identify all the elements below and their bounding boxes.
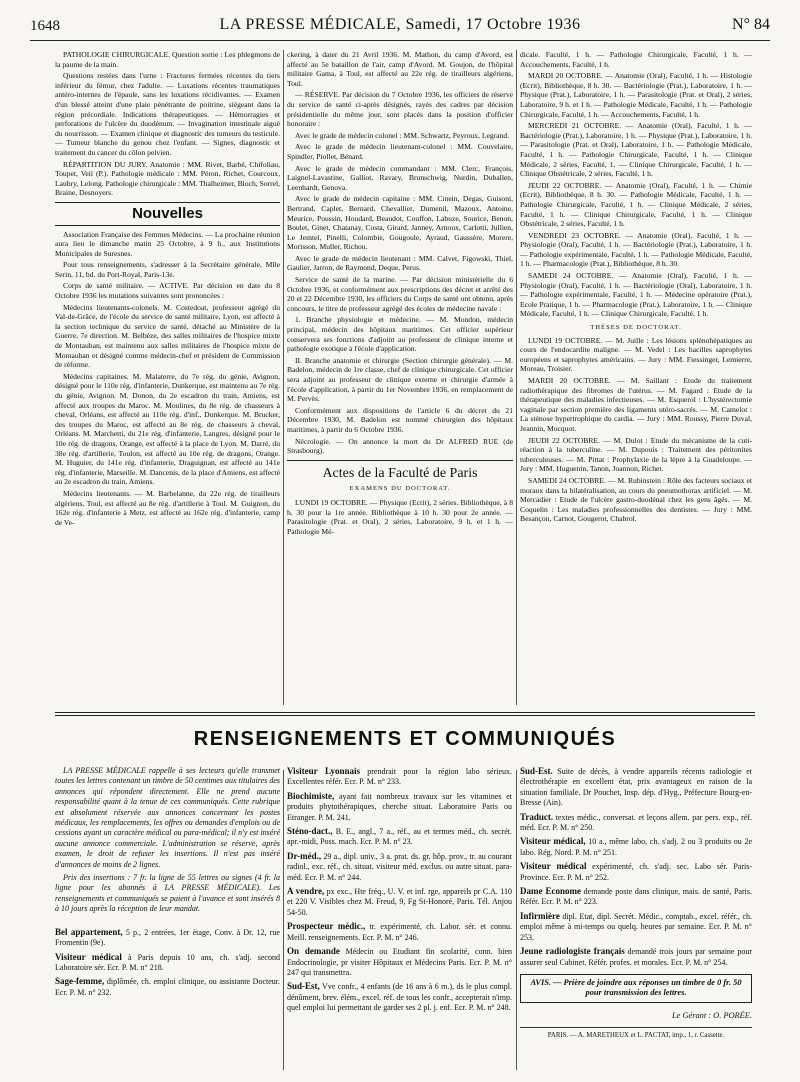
section-title-renseignements: RENSEIGNEMENTS ET COMMUNIQUÉS <box>193 728 617 750</box>
ads-column-left <box>55 766 280 1001</box>
column-1 <box>55 50 280 529</box>
ad-text: 29 a., dipl. univ., 3 a. prat. ds. gr. hôp. prov., tr. au courant radiol., exc. réf., ch. situat. visiteur méd. exclus. ou autre situat. para-méd. Ecr. P. M. n° 244. <box>287 851 512 882</box>
printer-imprint: PARIS. — A. MARETHEUX et L. PACTAT, imp., 1, r. Cassette. <box>520 1027 752 1041</box>
ad-text: 5 p., 2 entrées, 1er étage, Conv. à Dr. 12, rue Fromentin (9e). <box>55 927 280 948</box>
paragraph: Service de santé de la marine. — Par décision ministérielle du 6 Octobre 1936, et conformément aux prescriptions des décret et arrêté des 20 et 22 Décembre 1930, les officiers du Corps de santé ont obtenu, après concours, le titre de professeur agrégé des écoles de médecine navale : <box>287 275 513 313</box>
ad-keyword: A vendre, <box>287 886 325 897</box>
ad-keyword: Infirmière <box>520 910 560 921</box>
classified-ad <box>287 766 512 788</box>
classified-ad <box>287 851 512 883</box>
ad-keyword: Dr-méd., <box>287 850 322 861</box>
ad-keyword: Sténo-dact., <box>287 826 333 837</box>
paragraph: LUNDI 19 OCTOBRE. — M. Juille : Les lésions splénohépatiques au cours de l'endocardite maligne. — M. Vedel : Les bacilles saprophytes européens et saprophytes américains. — Jury : MM. Fiessinger, Lemierre, Moreau, Troisier. <box>520 335 752 374</box>
section-rule <box>55 715 755 716</box>
classified-ad <box>55 952 280 974</box>
classified-ad <box>520 861 752 883</box>
header-rule <box>30 40 770 41</box>
ad-keyword: Biochimiste, <box>287 790 335 801</box>
paragraph: JEUDI 22 OCTOBRE. — M. Dulot : Etude du mécanisme de la cuti-réaction à la tuberculine. — M. Dupouis : Traitement des péritonites tuberculeuses. — M. Pittat : Prophylaxie de la lèpre à la Guadeloupe. — Jury : MM. Huguenin, Tanon, Joannon, Richet. <box>520 435 752 474</box>
ad-keyword: Bel appartement, <box>55 926 123 937</box>
paragraph: II. Branche anatomie et chirurgie (Section chirurgie générale). — M. Badelon, médecin de 1re classe, chef de clinique chirurgicale. Cet officier sera adjoint au professeur de clinique externe et chirurgie d'armée à l'école d'application, à partir du 1er Novembre 1936, en remplacement de M. Pervès. <box>287 355 513 404</box>
ad-text: tr. expérimenté, ch. Labor. sér. et connu. Meill. renseignements. Ecr. P. M. n° 246. <box>287 922 512 942</box>
column-separator <box>516 50 517 705</box>
classified-ad <box>520 886 752 908</box>
paragraph: Avec le grade de médecin lieutenant : MM. Calvet, Figowski, Thiel, Gaulier, Jarron, de Raymond, Deque, Perus. <box>287 253 513 273</box>
paragraph: MARDI 20 OCTOBRE. — M. Saillant : Etude du traitement radiothérapique des fibromes de l'utérus. — M. Fagard : Etude de la thérapeutique des maladies infectieuses. — M. Esquerol : L'hystérectomie vaginale par section première des ligaments utéro-sacrés. — M. Camelot : La sténose hypertrophique du cardia. — Jury : MM. Roussy, Pierre Duval, Jeannin, Mocquot. <box>520 376 752 433</box>
paragraph: — RÉSERVE. Par décision du 7 Octobre 1936, les officiers de réserve du service de santé ci-après désignés, rayés des cadres par décision présidentielle du même jour, sont placés dans la position d'officier honoraire : <box>287 90 513 129</box>
paragraph: Avec le grade de médecin commandant : MM. Clerc, François, Laignel-Lavastine, Galliot, Ravary, Brunschwig, Nurdin, Duballen, Leenhardt, Genova. <box>287 163 513 192</box>
paragraph: RÉPARTITION DU JURY. Anatomie : MM. Rivet, Barbé, Chifoliau, Toupet, Veil (P.). Pathologie médicale : MM. Péron, Richet, Courcoux, Laubry, Lelong. Pathologie chirurgicale : MM. Thalheimer, Bloch, Sorrel, Braine, Desnoyers. <box>55 159 280 198</box>
manager-signature: Le Gérant : O. PORÉE. <box>671 1010 752 1020</box>
ad-text: 10 a., même labo, ch. s'adj. 2 ou 3 produits ou 2e labo. Rég. Nord. P. M. n° 251. <box>520 837 752 857</box>
ad-text: expérimenté, ch. s'adj. sec. Labo sér. Paris-Province. Ecr. P. M. n° 252. <box>520 862 752 882</box>
ad-text: textes médic., conversat. et leçons allem. par pers. exp., réf. méd. Ecr. P. M. n° 250. <box>520 812 752 833</box>
ad-keyword: Sud-Est, <box>287 981 320 992</box>
ads-column-right <box>520 766 752 1042</box>
paragraph: VENDREDI 23 OCTOBRE. — Anatomie (Oral), Faculté, 1 h. — Physiologie (Oral), Faculté, 1 h. — Bactériologie (Prat.), Laboratoire, 1 h. — Pathologie expérimentale, Faculté, 1 h. — Pathologie Médicale, Faculté, 1 h. — Pharmacologie (Prat.), Bibliothèque, 8 h. 30. <box>520 230 752 269</box>
paragraph: Corps de santé militaire. — ACTIVE. Par décision en date du 8 Octobre 1936 les mutations suivantes sont prononcées : <box>55 281 280 301</box>
ad-keyword: Visiteur médical, <box>520 836 586 847</box>
ad-keyword: Sud-Est. <box>520 766 553 776</box>
paragraph: Nécrologie. — On annonce la mort du Dr ALFRED RUE (de Strasbourg). <box>287 436 513 456</box>
notice-text: LA PRESSE MÉDICALE rappelle à ses lecteurs qu'elle transmet toutes les lettres contenant un timbre de 50 centimes aux titulaires des annonces qui répondent directement. Elle ne prend aucune responsabilité quant à la tenue de ces communiqués. Cette rubrique est absolument réservée aux annonces concernant les postes médicaux, les remplacements, les offres ou demandes d'emplois ou de cessions ayant un caractère médical ou para-médical; il n'y est inséré aucune annonce commerciale. L'administration se réserve, après examen, le droit de refuser les insertions. Il n'est pas inséré d'annonces de moins de 2 lignes. <box>55 766 280 869</box>
paragraph: PATHOLOGIE CHIRURGICALE. Question sortie : Les phlegmons de la paume de la main. <box>55 50 280 69</box>
column-separator <box>283 770 284 1070</box>
subheading-theses: THÈSES DE DOCTORAT. <box>590 324 682 332</box>
classified-ad <box>520 766 752 809</box>
ad-keyword: Sage-femme, <box>55 976 105 987</box>
journal-title: LA PRESSE MÉDICALE, Samedi, 17 Octobre 1936 <box>219 16 581 33</box>
ad-text: prendrait pour la région labo sérieux. Excellentes référ. Ecr. P. M. n° 233. <box>287 767 512 787</box>
divider <box>55 225 280 226</box>
section-heading-nouvelles: Nouvelles <box>132 204 203 222</box>
classified-ad <box>287 921 512 943</box>
classified-ad <box>520 946 752 968</box>
section-rule <box>55 712 755 713</box>
classified-ad <box>520 812 752 834</box>
paragraph: ckering, à dater du 21 Avril 1936. M. Mathon, du camp d'Avord, est affecté au 5e bataillon de l'air, camp d'Avord. M. Goujon, de l'hôpital militaire Gama, à Toul, est affecté au 22e rég. de tirailleurs algériens, Toul. <box>287 50 513 88</box>
ad-text: px exc., Hte fréq., U. V. et inf. rge, appareils pr C.A. 110 et 220 V. Visibles chez M. Freud, 9, Fg St-Honoré, Paris. Tél. Anjou 54-50. <box>287 887 513 917</box>
ad-text: diplômée, ch. emploi clinique, ou assistante Docteur. Ecr. P. M. n° 232. <box>55 977 280 997</box>
divider <box>287 460 513 461</box>
paragraph: Conformément aux dispositions de l'article 6 du décret du 21 Décembre 1930, M. Badelon est nommé chirurgien des hôpitaux maritimes, à partir du 6 Octobre 1936. <box>287 405 513 434</box>
page-header <box>30 12 770 40</box>
paragraph: MARDI 20 OCTOBRE. — Anatomie (Oral), Faculté, 1 h. — Histologie (Ecrit), Bibliothèque, 8 h. 30. — Bactériologie (Prat.), Laboratoire, 1 h. — Physique (Prat.), Laboratoire, 1 h. — Parasitologie (Prat. et Oral), 2 séries, Laboratoire, 9 h. et 1 h. — Pathologie Médicale, Faculté, 1 h. — Pathologie Chirurgicale, Faculté, 1 h. — Accouchements, Faculté, 1 h. <box>520 71 752 119</box>
classified-ad <box>287 791 512 823</box>
paragraph: Avec le grade de médecin capitaine : MM. Cinein, Degas, Guisoni, Bertrand, Caplet, Bernard, Chevallier, Dumenil, Mazoux, Antoine, Meurice, Poussin, Houdard, Beaudot, Couffon, Labuze, Sourice, Benon, Boulet, Ginet, Chatanay, Costa, Girard, Janney, Arnoux, Carlotti, Jullien, Le Jemtel, Pinelli, Colombie, Gougoule, Ayraud, Gaussère, Morere, Morisson, Muller, Richou. <box>287 194 513 252</box>
classified-ad <box>55 976 280 998</box>
ad-keyword: Jeune radiologiste français <box>520 946 625 957</box>
paragraph: Médecins lieutenants. — M. Barbelanne, du 22e rég. de tirailleurs algériens, Toul, est affecté au 8e rég. d'artillerie à Toul. M. Guignon, du 162e rég. d'infanterie à Metz, est affecté au 162e rég. d'infanterie, camp de Ve- <box>55 488 280 527</box>
paragraph: dicale. Faculté, 1 h. — Pathologie Chirurgicale, Faculté, 1 h. — Accouchements, Faculté, 1 h. <box>520 50 752 69</box>
column-3 <box>520 50 752 526</box>
ad-text: dipl. Etat, dipl. Secrét. Médic., comptab., excel. référ., ch. emploi même à mi-temps ou quelq. heures par semaine. Ecr. P. M. n° 253. <box>520 911 752 942</box>
paragraph: JEUDI 22 OCTOBRE. — Anatomie (Oral), Faculté, 1 h. — Chimie (Ecrit), Bibliothèque, 8 h. 30. — Pathologie Médicale, Faculté, 1 h. — Pathologie Chirurgicale, Faculté, 1 h. — Clinique Médicale, 2 séries, Faculté, 1 h. — Clinique Chirurgicale, Faculté, 1 h. — Clinique Obstétricale, 2 séries, Faculté, 1 h. <box>520 180 752 229</box>
issue-number: N° 84 <box>732 16 770 33</box>
pricing-text: Prix des insertions : 7 fr. la ligne de 55 lettres ou signes (4 fr. la ligne pour les abonnés à LA PRESSE MÉDICALE). Les renseignements et communiqués se paient à l'avance et sont insérés 8 à 10 jours après la réception de leur mandat. <box>55 873 280 914</box>
paragraph: 1. Branche physiologie et médecine. — M. Mondon, médecin principal, médecin des hôpitaux maritimes. Cet officier supérieur conservera ses fonctions d'adjoint au professeur de clinique interne et pathologie exotique à l'école d'application. <box>287 315 513 354</box>
ad-keyword: Visiteur Lyonnais <box>287 766 360 776</box>
ad-text: demande poste dans clinique, mais. de santé, Paris. Référ. Ecr. P. M. n° 223. <box>520 887 752 907</box>
ad-text: Suite de décès, à vendre appareils récents radiologie et électrothérapie en excellent état, prix avantageux en raison de la situation familiale. Dr Pouchet, Insp. dép. d'Hyg., Préfecture Bourg-en-Bresse (Ain). <box>520 767 752 808</box>
paragraph: Questions restées dans l'urne : Fractures fermées récentes du tiers inférieur du fémur, chez l'adulte. — Luxations récentes traumatiques antéro-internes de l'épaule, sans les luxations récidivantes. — Examen d'un blessé atteint d'une plaie pénétrante de poitrine, siégeant dans la région précordiale. Indications thérapeutiques. — Hémorragies et perforations de l'ulcère du duodénum. — Invagination intestinale aiguë du nourrisson. — Examen clinique et diagnostic des tumeurs du testicule. — Tumeur blanche du genou chez l'enfant. — Signes, diagnostic et traitement du cancer du côlon pelvien. <box>55 71 280 157</box>
subheading-examens: EXAMENS DU DOCTORAT. <box>349 485 451 493</box>
ad-keyword: On demande <box>287 946 340 957</box>
paragraph: Association Française des Femmes Médecins. — La prochaine réunion aura lieu le dimanche matin 25 Octobre, à 9 h., aux Institutions Municipales de Suresnes. <box>55 229 280 258</box>
classified-ad <box>287 981 512 1013</box>
column-separator <box>283 50 284 705</box>
paragraph: LUNDI 19 OCTOBRE. — Physique (Ecrit), 2 séries. Bibliothèque, à 8 h. 30 pour la 1re année. Bibliothèque à 10 h. 30 pour 2e année. — Parasitologie (Prat. et Oral), 2 séries, Laboratoire, 9 h. et 1 h. — Pathologie Mé- <box>287 497 513 536</box>
ad-keyword: Prospecteur médic., <box>287 921 366 932</box>
divider <box>55 202 280 203</box>
ads-column-middle <box>287 766 512 1017</box>
ad-keyword: Traduct. <box>520 811 554 822</box>
section-heading-actes: Actes de la Faculté de Paris <box>322 465 478 481</box>
paragraph: Pour tous renseignements, s'adresser à la Secrétaire générale, Mlle Serin, 11, bd. du Port-Royal, Paris-13e. <box>55 260 280 279</box>
classified-ad <box>287 886 512 918</box>
paragraph: Médecins lieutenants-colonels. M. Costedoat, professeur agrégé du Val-de-Grâce, de l'école du service de santé militaire, Lyon, est affecté à la section technique du service de santé, détaché au Ministère de la Guerre, 7e direction. M. Belbèze, des salles militaires de l'hospice mixte de Montauban, est maintenu aux salles militaires de l'hospice mixte de Montauban et désigné comme médecin-chef et président de Commission de réforme. <box>55 302 280 370</box>
ad-text: B. E., angl., 7 a., réf., au et termes méd., ch. secrét. apr.-midi, Poss. mach. Ecr. P. M. n° 23. <box>287 827 512 847</box>
ads-list <box>55 927 280 998</box>
ad-keyword: Visiteur médical <box>55 951 122 962</box>
paragraph: SAMEDI 24 OCTOBRE. — M. Rubinstein : Rôle des facteurs sociaux et moraux dans la bilatéralisation, au cours du pneumothorax artificiel. — M. Mercadier : Etude de l'ulcère gastro-duodénal chez les gens âgés. — M. Coquelin : Les maladies professionnelles des dentistes. — Jury : MM. Besançon, Carnot, Gougerot, Chabrol. <box>520 475 752 524</box>
ad-keyword: Visiteur médical <box>520 861 587 872</box>
paragraph: Avec le grade de médecin lieutenant-colonel : MM. Couvelaire, Spindler, Piollet, Bénard. <box>287 142 513 161</box>
paragraph: MERCREDI 21 OCTOBRE. — Anatomie (Oral), Faculté, 1 h. — Bactériologie (Prat.), Laboratoire, 1 h. — Physique (Prat.), Laboratoire, 1 h. — Parasitologie (Prat. et Oral), Laboratoire, 1 h. — Pathologie Médicale, Faculté, 1 h. — Pathologie Chirurgicale, Faculté, 1 h. — Clinique Médicale, 2 séries, Faculté, 1. — Clinique Chirurgicale, Faculté, 1 h. — Clinique Obstétricale, 2 séries, Faculté, 1 h. <box>520 121 752 179</box>
classified-ad <box>287 946 512 978</box>
ads-list <box>287 766 512 1014</box>
classified-ad <box>55 927 280 949</box>
ad-text: à Paris depuis 10 ans, ch. s'adj. second Laboratoire sér. Ecr. P. M. n° 218. <box>55 952 280 972</box>
paragraph: Avec le grade de médecin colonel : MM. Schwartz, Peyroux, Legrand. <box>295 130 510 140</box>
ads-list <box>520 766 752 968</box>
ad-text: demandé trois jours par semaine pour assurer seul Cabinet. Référ. profes. et morales. Ecr. P. M. n° 254. <box>520 947 752 967</box>
classified-ad <box>287 826 512 848</box>
ad-text: Médecin ou Etudiant fin scolarité, conn. bien Endocrinologie, pr visiter Hôpitaux et Médecins Paris. Ecr. P. M. n° 247 qui transmettra. <box>287 947 513 977</box>
column-2 <box>287 50 513 538</box>
ad-text: ayant fait nombreux travaux sur les vitamines et produits phytothérapiques, cherche situat. Laboratoire Paris ou Etranger. P. M. 241. <box>287 791 512 822</box>
paragraph: Médecins capitaines. M. Malaterre, du 7e rég. du génie, Avignon, désigné pour le 110e rég. d'infanterie, Dunkerque, est maintenu au 7e rég. du génie, Avignon. M. Donon, du 2e escadron du train, Amiens, est affecté aux troupes du Maroc. M. Moulines, du 8e rég. de chasseurs à cheval, Orléans, est affecté au 110e rég. d'inf., Dunkerque. M. Brucker, des troupes du Maroc, est affecté au 8e rég. de chasseurs à cheval, Orléans. M. Marchetti, du 21e rég. d'infanterie, Langres, désigné pour le 10e rég. de dragons, Orange, est affecté à la place de Lyon. M. Darré, du 38e rég. d'artillerie, Toulon, est affecté au 10e rég. de dragons, Orange. M. Huguier, du 141e rég. d'infanterie, Draguignan, est affecté au 141e rég. d'infanterie, Marseille. M. Dancenis, de la place d'Amiens, est affecté au 2e escadron du train, Amiens. <box>55 371 280 487</box>
notice-box: AVIS. — Prière de joindre aux réponses un timbre de 0 fr. 50 pour transmission des lettres. <box>520 974 752 1003</box>
page-number: 1648 <box>30 18 60 34</box>
column-separator <box>516 770 517 1070</box>
classified-ad <box>520 836 752 858</box>
classified-ad <box>520 911 752 943</box>
paragraph: SAMEDI 24 OCTOBRE. — Anatomie (Oral), Faculté, 1 h. — Physiologie (Oral), Faculté, 1 h. — Bactériologie (Oral), Laboratoire, 1 h. — Pathologie expérimentale, Faculté, 1 h. — Médecine opératoire (Prat.), Ecole Pratique, 1 h. — Pharmacologie (Prat.), Laboratoire, 1 h. — Clinique Médicale, Faculté, 1 h. — Clinique Chirurgicale, Faculté, 1 h. <box>520 271 752 319</box>
ad-text: Vve confr., 4 enfants (de 16 ans à 6 m.), ds le plus compl. dénûment, brev. élém., excel. réf. de tous les confr., accepterait n'imp. quel emploi lui permettant de garder ses 2 pl. j. enf. Ecr. P. M. n° 248. <box>287 982 512 1013</box>
ad-keyword: Dame Econome <box>520 886 581 897</box>
